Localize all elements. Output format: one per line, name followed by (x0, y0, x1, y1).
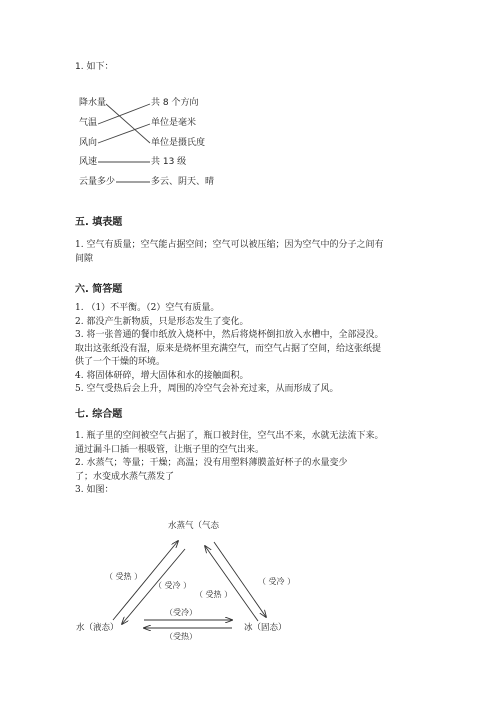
section5-line: 1. 空气有质量；空气能占据空间；空气可以被压缩；因为空气中的分子之间有 (75, 240, 384, 250)
label-left-inner: （ 受冷 ） (154, 581, 192, 590)
match-right-1: 共 8 个方向 (151, 98, 199, 108)
section5-heading: 五. 填表题 (75, 217, 123, 228)
section7-line: 了；水变成水蒸气蒸发了 (75, 471, 175, 482)
section6-line: 3. 将一张普通的餐巾纸放入烧杯中，然后将烧杯倒扣放入水槽中，全部浸没。 (75, 330, 384, 340)
label-left-outer: （ 受热 ） (105, 572, 143, 581)
match-left-5: 云量多少 (79, 177, 116, 187)
q1-label: 1. 如下： (75, 62, 114, 72)
node-vapor: 水蒸气（气态 (168, 521, 220, 531)
section6-line: 1. （1）不平衡。（2）空气有质量。 (75, 303, 220, 313)
label-right-outer: （ 受冷 ） (258, 577, 296, 586)
section7-line: 2. 水蒸气；等量；干燥；高温；没有用塑料薄膜盖好杯子的水量变少 (75, 458, 348, 468)
section6-line: 取出这张纸没有湿，原来是烧杯里充满空气，而空气占据了空间，给这张纸提 (75, 343, 382, 354)
match-left-2: 气温 (79, 118, 98, 128)
section6-heading: 六. 简答题 (75, 284, 123, 295)
match-right-2: 单位是毫米 (151, 118, 197, 128)
match-right-5: 多云、阴天、晴 (151, 177, 215, 187)
match-right-3: 单位是摄氏度 (151, 138, 206, 148)
section6-line: 2. 都没产生新物质，只是形态发生了变化。 (75, 316, 249, 327)
label-bottom-top: （受冷） (165, 608, 197, 617)
match-left-3: 风向 (79, 138, 98, 148)
section5-line: 间隙 (75, 253, 94, 264)
section7-line: 1. 瓶子里的空间被空气占据了，瓶口被封住，空气出不来，水就无法流下来。 (75, 431, 384, 441)
section7-heading: 七. 综合题 (75, 409, 123, 420)
label-right-inner: （ 受热 ） (195, 590, 233, 599)
section6-line: 4. 将固体研碎，增大固体和水的接触面积。 (75, 370, 249, 381)
match-left-1: 降水量 (79, 98, 107, 108)
arrow-ice-to-vapor (205, 546, 258, 621)
node-water: 水（液态） (76, 623, 119, 633)
section7-line: 3. 如图： (75, 485, 114, 495)
label-bottom-bottom: （受热） (165, 632, 197, 641)
match-right-4: 共 13 级 (151, 157, 187, 167)
section6-line: 5. 空气受热后会上升，周围的冷空气会补充过来，从而形成了风。 (75, 384, 339, 394)
node-ice: 冰（固态） (244, 623, 287, 633)
section7-line: 通过漏斗口插一根吸管，让瓶子里的空气出来。 (75, 444, 265, 455)
section6-line: 供了一个干燥的环境。 (75, 357, 166, 367)
match-left-4: 风速 (79, 157, 98, 167)
